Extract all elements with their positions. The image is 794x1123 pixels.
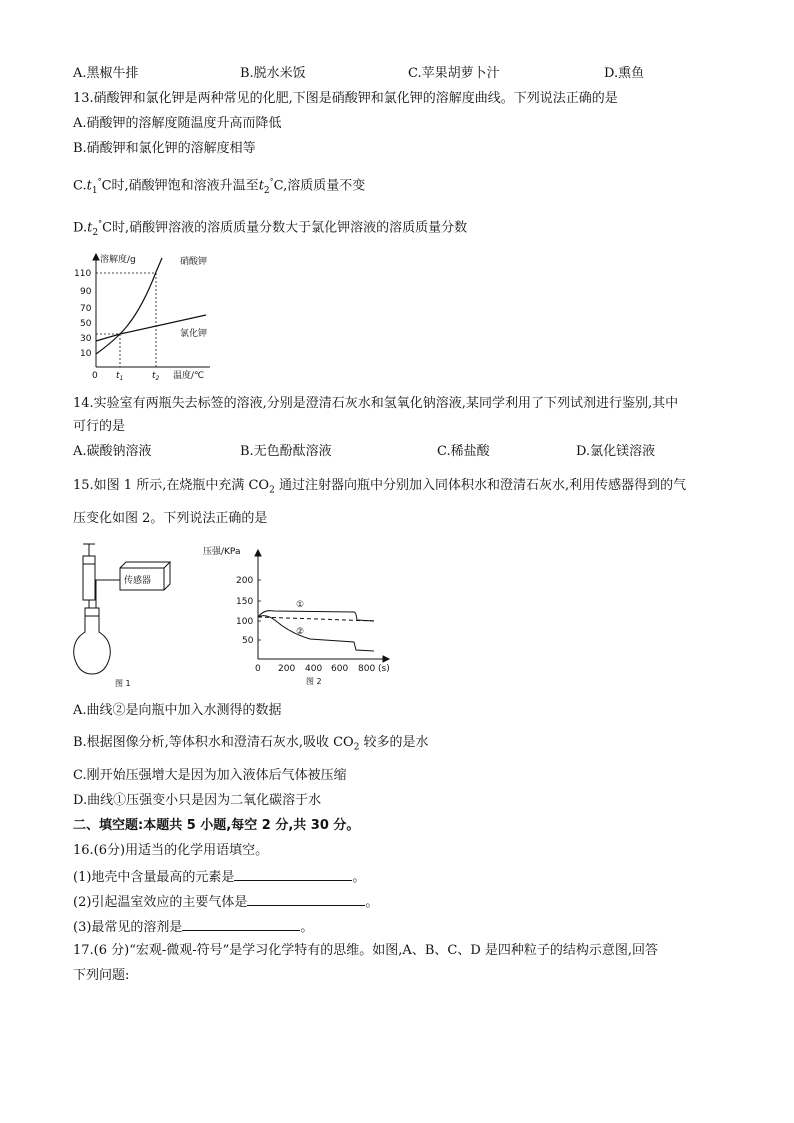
q12-option-a: A.黑椒牛排 — [73, 66, 139, 81]
q16-part-2: (2)引起温室效应的主要气体是 。 — [73, 895, 379, 910]
q14-stem-1: 14.实验室有两瓶失去标签的溶液,分别是澄清石灰水和氢氧化钠溶液,某同学利用了下列试剂进行鉴别,其中 — [73, 396, 679, 411]
q12-option-d: D.熏鱼 — [604, 66, 645, 81]
figure-1-apparatus — [70, 540, 180, 688]
y-arrow — [93, 254, 99, 260]
q15-stem-2: 压变化如图 2。下列说法正确的是 — [73, 511, 268, 526]
figure-2-caption: 图 2 — [306, 677, 322, 686]
figure-1-caption: 图 1 — [115, 679, 131, 688]
xtick-200: 200 — [278, 664, 296, 674]
q14-option-c: C.稀盐酸 — [437, 444, 490, 459]
q12-option-b: B.脱水米饭 — [240, 66, 306, 81]
q12-option-c: C.苹果胡萝卜汁 — [408, 66, 500, 81]
q15-option-b: B.根据图像分析,等体积水和澄清石灰水,吸收 $CO_2$ 较多的是水 — [73, 735, 429, 753]
ytick-110: 110 — [74, 269, 92, 279]
flask-stopper — [85, 608, 99, 616]
syringe-barrel — [83, 556, 95, 600]
x-axis-label: 温度/℃ — [173, 371, 205, 381]
solubility-chart — [70, 252, 230, 384]
answer-blank[interactable] — [182, 918, 300, 931]
section-2-heading: 二、填空题:本题共 5 小题,每空 2 分,共 30 分。 — [73, 818, 360, 833]
q13-option-a: A.硝酸钾的溶解度随温度升高而降低 — [73, 116, 282, 131]
q14-stem-2: 可行的是 — [73, 419, 126, 434]
curve-2 — [258, 616, 374, 651]
q17-stem-2: 下列问题: — [73, 968, 130, 983]
xtick-t2: $t_2$ — [152, 371, 160, 382]
q15-option-c: C.刚开始压强增大是因为加入液体后气体被压缩 — [73, 768, 347, 783]
y-axis-label: 溶解度/g — [100, 255, 136, 265]
kno3-label: 硝酸钾 — [180, 257, 208, 267]
answer-blank[interactable] — [247, 893, 365, 906]
ytick-200: 200 — [236, 576, 254, 586]
xtick-0: 0 — [255, 664, 261, 674]
q13-option-b: B.硝酸钾和氯化钾的溶解度相等 — [73, 141, 256, 156]
ytick-150: 150 — [236, 597, 254, 607]
q13-option-c: $C.t_1^\circ C$时,硝酸钾饱和溶液升温至$t_2^\circ C$,溶质质量不变 — [73, 177, 366, 196]
origin-label: 0 — [92, 371, 98, 381]
q14-option-a: A.碳酸钠溶液 — [73, 444, 152, 459]
xtick-600: 600 — [331, 664, 349, 674]
xtick-t1: $t_1$ — [116, 371, 124, 382]
ytick-100: 100 — [236, 617, 254, 627]
x-axis-unit: (s) — [378, 664, 390, 674]
ytick-50: 50 — [242, 636, 254, 646]
sensor-label: 传感器 — [124, 576, 152, 586]
figure-2-pressure-chart — [200, 541, 400, 689]
kcl-label: 氯化钾 — [180, 329, 208, 339]
ytick-10: 10 — [80, 349, 92, 359]
ytick-50: 50 — [80, 319, 92, 329]
q14-option-d: D.氯化镁溶液 — [576, 444, 656, 459]
flask — [74, 616, 111, 674]
ytick-30: 30 — [80, 334, 92, 344]
q15-option-a: A.曲线②是向瓶中加入水测得的数据 — [73, 703, 282, 718]
answer-blank[interactable] — [234, 868, 352, 881]
kno3-curve — [96, 258, 162, 354]
q13-stem: 13.硝酸钾和氯化钾是两种常见的化肥,下图是硝酸钾和氯化钾的溶解度曲线。下列说法正确的是 — [73, 91, 618, 106]
y-axis-label: 压强/KPa — [203, 547, 241, 557]
q15-stem-1: 15.如图 1 所示,在烧瓶中充满 $CO_2$ 通过注射器向瓶中分别加入同体积水和澄清石灰水,利用传感器得到的气 — [73, 478, 687, 496]
curve-1-label: ① — [296, 600, 305, 610]
q14-option-b: B.无色酚酞溶液 — [240, 444, 332, 459]
q17-stem-1: 17.(6 分)“宏观-微观-符号”是学习化学特有的思维。如图,A、B、C、D 是四种粒子的结构示意图,回答 — [73, 943, 659, 958]
xtick-400: 400 — [305, 664, 323, 674]
q16-part-3: (3)最常见的溶剂是 。 — [73, 920, 314, 935]
xtick-800: 800 — [358, 664, 376, 674]
q16-stem: 16.(6分)用适当的化学用语填空。 — [73, 843, 269, 858]
q15-option-d: D.曲线①压强变小只是因为二氧化碳溶于水 — [73, 793, 322, 808]
q16-part-1: (1)地壳中含量最高的元素是 。 — [73, 870, 366, 885]
sensor-tube — [96, 580, 120, 608]
curve-2-label: ② — [296, 627, 305, 637]
q13-option-d: $D.t_2^\circ C$时,硝酸钾溶液的溶质质量分数大于氯化钾溶液的溶质质量分数 — [73, 219, 468, 238]
ytick-70: 70 — [80, 304, 92, 314]
ytick-90: 90 — [80, 287, 92, 297]
